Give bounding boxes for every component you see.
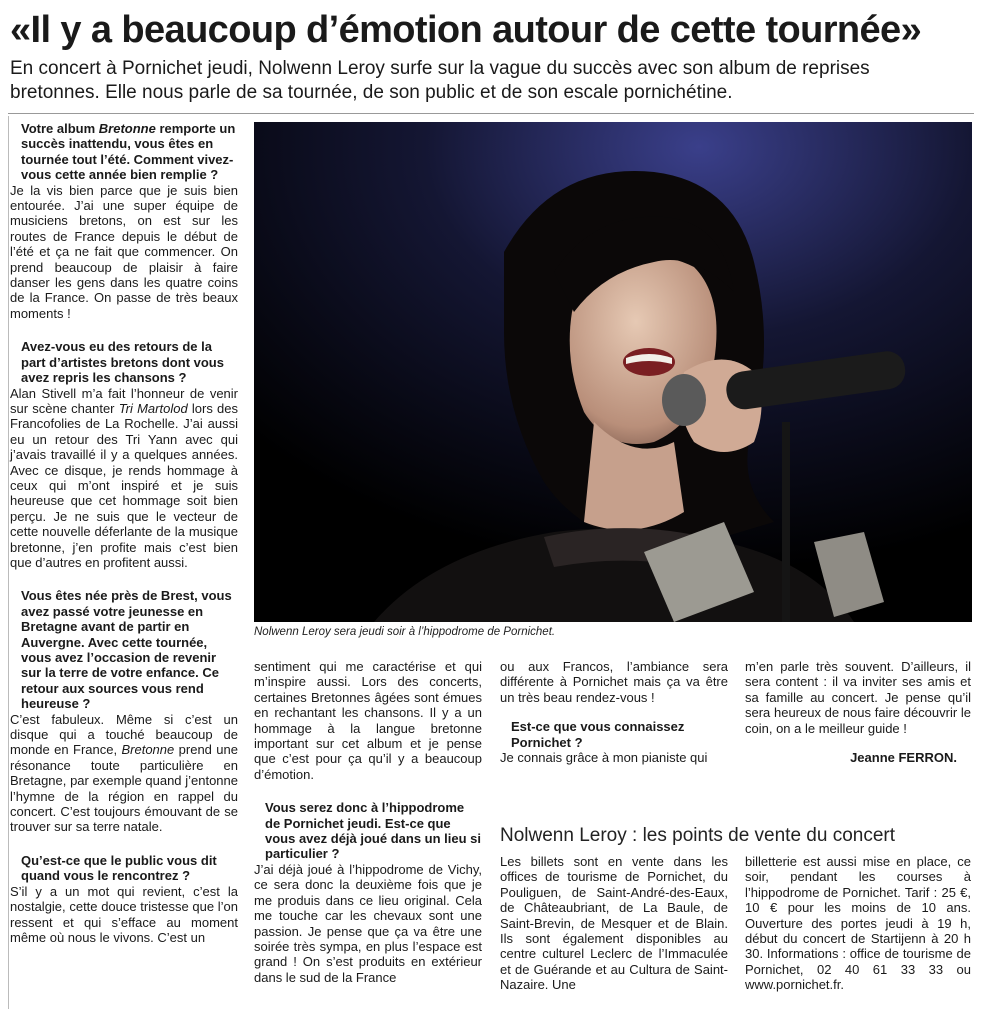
deck-line-2: bretonnes. Elle nous parle de sa tournée, de son public et de son escale pornichétine.: [10, 81, 733, 103]
answer-2: Alan Stivell m’a fait l’honneur de venir sur scène chanter Tri Martolod lors des Francofolies de La Rochelle. J’ai aussi eu un retour des Tri Yann avec qui j’avais travaillé il y a quelques années. Avec ce disque, je rends hommage à ceux qui m’ont inspiré et je suis heureuse que cet hommage soit bien perçu. Je ne suis que le vecteur de cette nouvelle déferlante de la musique bretonne, j’en profite mais c’est bien que d’autres en profitent aussi.: [10, 385, 238, 570]
author-signature: Jeanne FERRON.: [850, 750, 957, 766]
box-text-right: billetterie est aussi mise en place, ce soir, pendant les courses à l’hippodrome de Pornichet. Tarif : 25 €, 10 € pour les moins de 10 ans. Ouverture des portes jeudi à 19 h, début du concert de Startijenn à 20 h 30. Informations : office de tourisme de Pornichet, 02 40 61 33 33 ou www.pornichet.fr.: [745, 854, 971, 993]
song-title: Tri Martolod: [118, 400, 188, 416]
deck: [10, 57, 970, 104]
column-3: [500, 659, 728, 765]
answer-3: C’est fabuleux. Même si c’est un disque qui a touché beaucoup de monde en France, Bretonne prend une résonance toute particulière en Bretagne, par exemple quand j’entonne l’hymne de la région en rappel du concert. C’est toujours émouvant de se trouver sur sa terre natale.: [10, 711, 238, 835]
deck-line-1: En concert à Pornichet jeudi, Nolwenn Leroy surfe sur la vague du succès avec son album de reprises: [10, 58, 870, 79]
question-1: Votre album Bretonne remporte un succès inattendu, vous êtes en tournée tout l’été. Comment vivez-vous cette année bien remplie ?: [21, 121, 236, 183]
photo-caption: Nolwenn Leroy sera jeudi soir à l’hippodrome de Pornichet.: [254, 626, 556, 638]
headline: «Il y a beaucoup d’émotion autour de cette tournée»: [10, 9, 922, 51]
answer-5: J’ai déjà joué à l’hippodrome de Vichy, ce sera donc la deuxième fois que je me produis dans ce lieu original. Cela me touche car les chevaux sont une passion. Je pense que ça va être une soirée très sympa, en plus l’espace est grand ! On s’est produits en extérieur dans le sud de la France: [254, 861, 482, 985]
question-6: Est-ce que vous connaissez Pornichet ?: [511, 719, 685, 750]
answer-1: Je la vis bien parce que je suis bien entourée. J’ai une super équipe de musiciens bretons, on est sur les routes de France depuis le début de l’été et ça ne fait que commencer. On prend beaucoup de plaisir à faire danser les gens dans les quatre coins de la France. On passe de très beaux moments !: [10, 182, 238, 321]
header-rule: [8, 113, 974, 114]
box-title: Nolwenn Leroy : les points de vente du concert: [500, 825, 896, 846]
answer-6-continued: m’en parle très souvent. D’ailleurs, il sera content : il va inviter ses amis et sa famille au concert. Je pense qu’il sera heureux de nous faire découvrir le coin, on a le meilleur guide !: [745, 659, 971, 736]
answer-4: S’il y a un mot qui revient, c’est la nostalgie, cette douce tristesse que l’on ressent et qui s’efface au moment même où nous le vivons. C’est un: [10, 883, 238, 945]
column-4: [745, 659, 971, 765]
question-4: Qu’est-ce que le public vous dit quand vous le rencontrez ?: [21, 852, 217, 884]
album-title: Bretonne: [121, 742, 175, 758]
answer-4-continued: sentiment qui me caractérise et qui m’inspire aussi. Lors des concerts, certaines Bretonnes âgées sont émues en rechantant les chansons. Il y a un hommage à la langue bretonne important sur cet album et je pense que c’est pour ça qu’il y a beaucoup d’émotion.: [254, 659, 482, 782]
answer-5-continued: ou aux Francos, l’ambiance sera différente à Pornichet mais ça va être un très beau rendez-vous !: [500, 659, 728, 705]
answer-6: Je connais grâce à mon pianiste qui: [500, 750, 708, 766]
left-margin-rule: [8, 116, 9, 1009]
box-column-left: [500, 854, 728, 993]
album-title: Bretonne: [98, 121, 156, 136]
box-column-right: [745, 854, 971, 993]
question-5: Vous serez donc à l’hippodrome de Pornichet jeudi. Est-ce que vous avez déjà joué dans un lieu si particulier ?: [265, 800, 482, 862]
box-text-left: Les billets sont en vente dans les offices de tourisme de Pornichet, du Pouliguen, de Saint-André-des-Eaux, de Châteaubriant, de La Baule, de Saint-Brevin, de Mesquer et de Blain. Ils sont également disponibles au centre culturel Leclerc de l’Immaculée et de Guérande et au Cultura de Saint-Nazaire. Une: [500, 854, 728, 993]
concert-photo: [254, 122, 972, 622]
column-1: [10, 121, 238, 945]
question-3: Vous êtes née près de Brest, vous avez passé votre jeunesse en Bretagne avant de partir en Auvergne. Avec cette tournée, vous avez l’occasion de revenir sur la terre de votre enfance. Ce retour aux sources vous rend heureuse ?: [21, 588, 232, 712]
column-2: [254, 659, 482, 985]
singer-photo-illustration: [254, 122, 972, 622]
question-2: Avez-vous eu des retours de la part d’artistes bretons dont vous avez repris les chansons ?: [21, 339, 224, 386]
